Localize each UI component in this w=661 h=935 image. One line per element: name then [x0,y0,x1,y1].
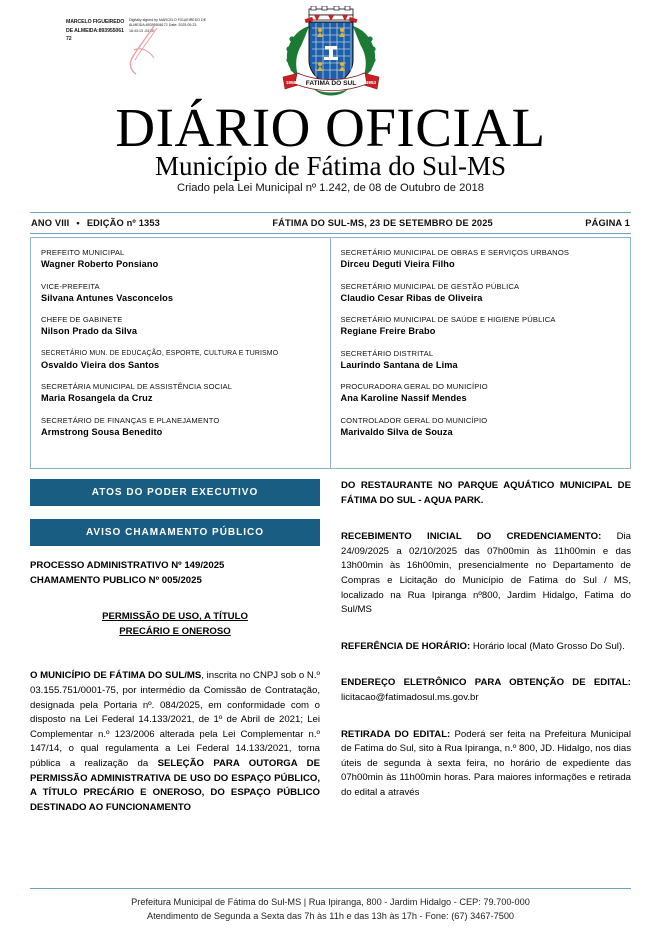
official-entry [41,281,320,304]
official-role: CONTROLADOR GERAL DO MUNICÍPIO [340,415,488,425]
officials-table [30,237,631,469]
official-name: Nilson Prado da Silva [41,326,138,336]
section-banner-executive-acts: ATOS DO PODER EXECUTIVO [30,479,320,506]
official-role: SECRETÁRIO MUNICIPAL DE OBRAS E SERVIÇOS URBANOS [340,248,570,257]
official-entry [41,381,320,404]
footer-address-line: Prefeitura Municipal de Fátima do Sul-MS | Rua Ipiranga, 800 - Jardim Hidalgo - CEP: 79.700-000 [131,897,530,907]
time-reference-paragraph [341,640,631,655]
official-entry [341,281,621,304]
page-number: PÁGINA 1 [585,218,630,228]
official-entry [341,348,621,371]
footer-hours-line: Atendimento de Segunda a Sexta das 7h às 11h e das 13h às 17h - Fone: (67) 3467-7500 [146,911,515,921]
official-role: CHEFE DE GABINETE [41,315,123,324]
edital-pickup-text: Poderá ser feita na Prefeitura Municipal de Fatima do Sul, sito à Rua Ipiranga, n.º 800, JD. Hidalgo, nos dias úteis de segunda à sexta feira, no horário de expediente das 07h00min às 11h00min horas. Para maiores informações e retirada do edital a através [341,728,631,798]
official-role: SECRETÁRIO MUN. DE EDUCAÇÃO, ESPORTE, CULTURA E TURISMO [41,349,279,357]
notice-paragraph-body: , inscrita no CNPJ sob o N.º 03.155.751/0001-75, por intermédio da Comissão de Contratação, designada pela Portaria nº. 084/2025, em conformidade com o disposto na Lei Federal 14.133/2021, de 1º de Abril de 2021; Lei Complementar n.º 123/2006 alterada pela Lei Complementar n.º 147/14, o qual regulamenta a Lei Federal 14.133/2021, torna pública a realização da [30,670,321,769]
official-role: PREFEITO MUNICIPAL [41,248,125,257]
official-entry [341,247,621,270]
notice-continuation: DO RESTAURANTE NO PARQUE AQUÁTICO MUNICIPAL DE FÁTIMA DO SUL - AQUA PARK. [341,480,631,506]
issue-info-bar [30,213,631,233]
official-entry [341,381,621,404]
masthead [30,0,631,212]
issue-place-date: FÁTIMA DO SUL-MS, 23 DE SETEMBRO DE 2025 [272,218,493,228]
official-name: Osvaldo Vieira dos Santos [41,359,160,370]
svg-text:1953: 1953 [365,80,376,85]
receipt-label: RECEBIMENTO INICIAL DO CREDENCIAMENTO: [341,531,602,543]
svg-text:1958: 1958 [285,80,296,85]
section-banner-public-notice: AVISO CHAMAMENTO PÚBLICO [30,519,320,546]
svg-text:FATIMA DO SUL: FATIMA DO SUL [305,80,356,87]
notice-paragraph-bold-tail: SELEÇÃO PARA OUTORGA DE PERMISSÃO ADMINISTRATIVA DE USO DO ESPAÇO PÚBLICO, A TÍTULO PRECÁRIO E ONEROSO, DO ESPAÇO PÚBLICO DESTINADO AO FUNCIONAMENTO [30,757,320,813]
notice-main-paragraph [30,669,320,815]
official-name: Dirceu Deguti Vieira Filho [340,259,455,269]
coat-of-arms-icon [279,6,383,106]
official-entry [341,314,621,337]
official-name: Maria Rosangela da Cruz [41,393,153,403]
official-entry [341,415,621,438]
officials-column-left [31,238,331,468]
bottom-rule [30,233,631,234]
official-name: Claudio Cesar Ribas de Oliveira [340,292,483,303]
receipt-paragraph [341,530,631,618]
page-footer [30,888,631,923]
official-name: Armstrong Sousa Benedito [41,426,163,437]
official-role: SECRETÁRIO DE FINANÇAS E PLANEJAMENTO [41,415,220,425]
issue-number: EDIÇÃO nº 1353 [86,218,160,228]
time-reference-label: REFERÊNCIA DE HORÁRIO: [341,640,471,652]
body-column-right [341,479,631,871]
creation-law-line: Criado pela Lei Municipal nº 1.242, de 08 de Outubro de 2018 [177,182,484,194]
email-address-label: ENDEREÇO ELETRÔNICO PARA OBTENÇÃO DE EDITAL: [341,677,631,689]
official-role: PROCURADORA GERAL DO MUNICÍPIO [340,382,488,391]
notice-heading-line-2: PRECÁRIO E ONEROSO [119,625,231,637]
official-entry [41,348,320,371]
public-call-number-line: CHAMAMENTO PUBLICO Nº 005/2025 [30,574,202,586]
official-name: Laurindo Santana de Lima [340,359,458,370]
official-name: Wagner Roberto Ponsiano [41,259,159,269]
notice-heading-line-1: PERMISSÃO DE USO, A TÍTULO [102,611,248,623]
process-number-line: PROCESSO ADMINISTRATIVO Nº 149/2025 [30,560,225,571]
official-name: Ana Karoline Nassif Mendes [340,393,467,403]
issue-year: ANO VIII [31,218,70,228]
official-entry [41,415,320,438]
official-role: SECRETÁRIO MUNICIPAL DE SAÚDE E HIGIENE PÚBLICA [340,315,556,324]
time-reference-text: Horário local (Mato Grosso Do Sul). [470,640,625,652]
page-subtitle: Município de Fátima do Sul-MS [155,151,506,181]
municipality-name: O MUNICÍPIO DE FÁTIMA DO SUL/MS [30,670,202,682]
edital-pickup-paragraph [341,728,631,801]
official-role: SECRETÁRIA MUNICIPAL DE ASSISTÊNCIA SOCIAL [41,382,233,391]
signature-name: MARCELO FIGUEIREDO DE ALMEIDA:89395506172 [66,19,125,43]
official-role: SECRETÁRIO MUNICIPAL DE GESTÃO PÚBLICA [340,281,520,291]
edital-pickup-label: RETIRADA DO EDITAL: [341,728,451,740]
official-name: Silvana Antunes Vasconcelos [41,292,174,303]
signature-metadata: Digitally signed by MARCELO FIGUEIREDO DE ALMEIDA:89395506172 Date: 2025.09.23 18:43:13 -04'00' [129,18,207,33]
email-address-paragraph [341,676,631,705]
official-name: Marivaldo Silva de Souza [340,426,453,437]
body-columns [30,479,631,871]
digital-signature-stamp [66,18,211,44]
official-entry [41,314,320,337]
page-title: DIÁRIO OFICIAL [115,97,546,158]
official-role: SECRETÁRIO DISTRITAL [340,348,434,358]
body-column-left [30,479,320,871]
bullet-separator-icon: • [76,218,80,228]
officials-column-right [331,238,631,468]
official-role: VICE-PREFEITA [41,281,100,291]
official-name: Regiane Freire Brabo [340,326,436,336]
receipt-text: Dia 24/09/2025 a 02/10/2025 das 07h00min às 11h00min e das 13h00min às 16h00min, presencialmente no Departamento de Compras e Licitação do Município de Fatima do Sul / MS, localizado na Rua Ipiranga nº800, Jardim Hidalgo, Fatima do Sul/MS [341,531,631,616]
official-entry [41,247,320,270]
email-address-value: licitacao@fatimadosul.ms.gov.br [341,691,479,703]
